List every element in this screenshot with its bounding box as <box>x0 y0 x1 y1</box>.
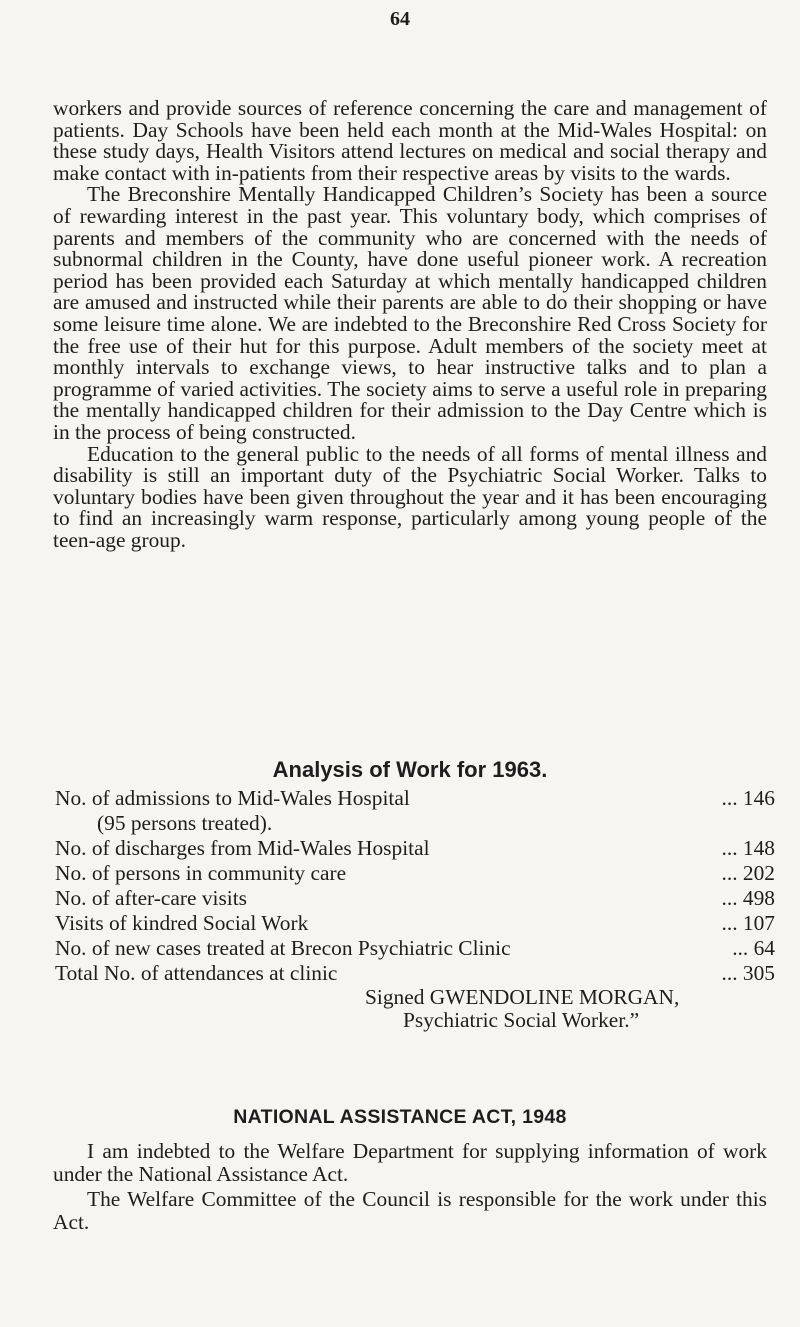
stat-row <box>55 911 775 936</box>
stat-row <box>55 861 775 886</box>
signature-name: Signed GWENDOLINE MORGAN, <box>365 985 680 1009</box>
stat-label: Total No. of attendances at clinic <box>55 961 338 985</box>
paragraph-education: Education to the general public to the needs of all forms of mental illness and disability is still an important duty of the Psychiatric Social Worker. Talks to voluntary bodies have been given throughout the year and it has been encouraging to find an increasingly warm response, particularly among young people of the teen-age group. <box>53 441 767 552</box>
stat-row <box>55 936 775 961</box>
paragraph-continuation: workers and provide sources of reference concerning the care and management of patients. Day Schools have been held each month at the Mid-Wales Hospital: on these study days, Health Visitors attend lectures on medical and social therapy and make contact with in-patients from their respective areas by visits to the wards. <box>53 96 767 185</box>
stat-subnote: (95 persons treated). <box>97 811 273 835</box>
stat-value: ... 64 <box>732 936 775 960</box>
stat-value: ... 498 <box>721 886 775 910</box>
stat-label: No. of new cases treated at Brecon Psychiatric Clinic <box>55 936 511 960</box>
stat-value: ... 146 <box>721 786 775 810</box>
stat-label: No. of discharges from Mid-Wales Hospital <box>55 836 430 860</box>
stat-label: No. of persons in community care <box>55 861 347 885</box>
national-assistance-text <box>53 1140 767 1234</box>
stat-value: ... 202 <box>721 861 775 885</box>
stat-label: No. of admissions to Mid-Wales Hospital <box>55 786 410 810</box>
stat-label: No. of after-care visits <box>55 886 248 910</box>
paragraph-society: The Breconshire Mentally Handicapped Children’s Society has been a source of rewarding interest in the past year. This voluntary body, which comprises of parents and members of the community who are concerned with the needs of subnormal children in the County, have done useful pioneer work. A recreation period has been provided each Saturday at which mentally handicapped children are amused and instructed while their parents are able to do their shopping or have some leisure time alone. We are indebted to the Breconshire Red Cross Society for the free use of their hut for this purpose. Adult members of the society meet at monthly intervals to exchange views, to hear instructive talks and to plan a programme of varied activities. The society aims to serve a useful role in preparing the mentally handicapped children for their admission to the Day Centre which is in the process of being constructed. <box>53 182 767 444</box>
stat-row <box>55 836 775 861</box>
stat-label: Visits of kindred Social Work <box>55 911 309 935</box>
paragraph-welfare-committee: The Welfare Committee of the Council is responsible for the work under this Act. <box>53 1187 767 1234</box>
analysis-heading: Analysis of Work for 1963. <box>272 757 548 782</box>
paragraph-welfare-department: I am indebted to the Welfare Department for supplying information of work under the National Assistance Act. <box>53 1139 767 1186</box>
stat-value: ... 305 <box>721 961 775 985</box>
body-text <box>53 98 767 551</box>
analysis-table <box>55 786 775 986</box>
signature-title: Psychiatric Social Worker.” <box>403 1008 640 1032</box>
stat-row <box>55 886 775 911</box>
stat-value: ... 107 <box>721 911 775 935</box>
national-assistance-heading: NATIONAL ASSISTANCE ACT, 1948 <box>233 1106 567 1128</box>
stat-row <box>55 961 775 986</box>
stat-row <box>55 786 775 811</box>
stat-value: ... 148 <box>721 836 775 860</box>
signature-block <box>365 986 785 1032</box>
page-number: 64 <box>390 8 410 30</box>
